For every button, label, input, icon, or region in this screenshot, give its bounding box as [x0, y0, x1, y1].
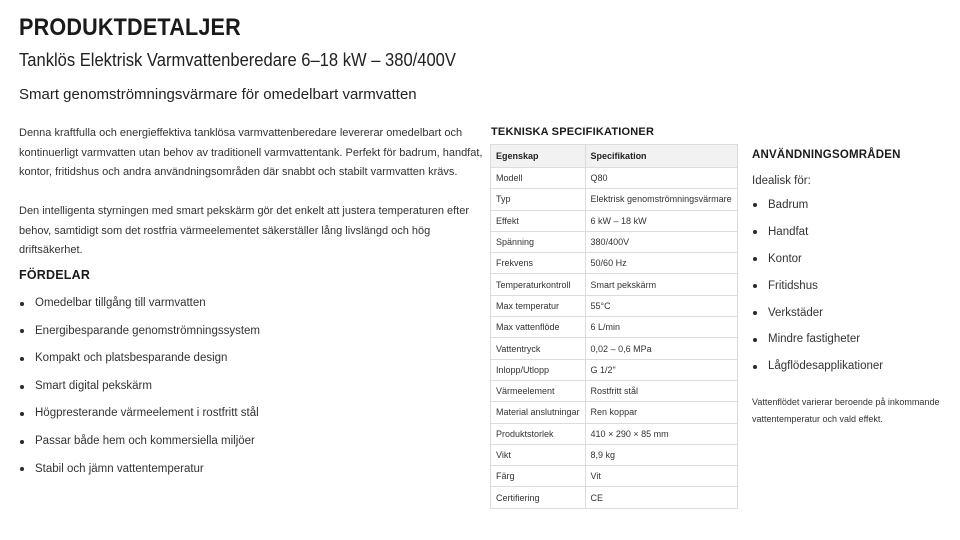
- table-cell: Temperaturkontroll: [491, 274, 586, 295]
- table-row: [491, 168, 738, 189]
- table-cell: 410 × 290 × 85 mm: [585, 423, 737, 444]
- list-item: Stabil och jämn vattentemperatur: [19, 456, 260, 484]
- table-cell: Rostfritt stål: [585, 380, 737, 401]
- column-header: Specifikation: [585, 145, 737, 168]
- usage-heading: ANVÄNDNINGSOMRÅDEN: [752, 149, 901, 161]
- table-cell: Vikt: [491, 444, 586, 465]
- table-row: [491, 295, 738, 316]
- list-item: Kontor: [752, 246, 883, 273]
- benefits-list: [19, 290, 260, 483]
- table-cell: CE: [585, 487, 737, 508]
- list-item: Handfat: [752, 219, 883, 246]
- table-cell: Max vattenflöde: [491, 317, 586, 338]
- table-cell: 6 L/min: [585, 317, 737, 338]
- list-item: Högpresterande värmeelement i rostfritt stål: [19, 400, 260, 428]
- table-cell: Material anslutningar: [491, 402, 586, 423]
- list-item: Energibesparande genomströmningssystem: [19, 318, 260, 346]
- list-item: Mindre fastigheter: [752, 326, 883, 353]
- table-cell: Produktstorlek: [491, 423, 586, 444]
- table-cell: Frekvens: [491, 253, 586, 274]
- table-row: [491, 423, 738, 444]
- table-cell: Modell: [491, 168, 586, 189]
- benefits-heading: FÖRDELAR: [19, 268, 91, 282]
- table-cell: Ren koppar: [585, 402, 737, 423]
- table-row: [491, 402, 738, 423]
- table-cell: Q80: [585, 168, 737, 189]
- table-row: [491, 274, 738, 295]
- description-paragraph: Den intelligenta styrningen med smart pekskärm gör det enkelt att justera temperaturen efter behov, samtidigt som det rostfria värmeelementet säkerställer lång livslängd och hög driftsäkerhet.: [19, 205, 470, 256]
- table-cell: G 1/2": [585, 359, 737, 380]
- table-row: [491, 380, 738, 401]
- table-row: [491, 253, 738, 274]
- list-item: Omedelbar tillgång till varmvatten: [19, 290, 260, 318]
- table-row: [491, 338, 738, 359]
- table-cell: 6 kW – 18 kW: [585, 210, 737, 231]
- table-row: [491, 189, 738, 210]
- specs-heading: TEKNISKA SPECIFIKATIONER: [491, 126, 655, 138]
- table-cell: Effekt: [491, 210, 586, 231]
- list-item: Fritidshus: [752, 273, 883, 300]
- table-header-row: [491, 145, 738, 168]
- tagline: Smart genomströmningsvärmare för omedelbart varmvatten: [19, 86, 417, 103]
- table-cell: 380/400V: [585, 231, 737, 252]
- list-item: Badrum: [752, 192, 883, 219]
- table-cell: 0,02 – 0,6 MPa: [585, 338, 737, 359]
- table-cell: Certifiering: [491, 487, 586, 508]
- table-cell: Smart pekskärm: [585, 274, 737, 295]
- list-item: Lågflödesapplikationer: [752, 353, 883, 380]
- list-item: Passar både hem och kommersiella miljöer: [19, 428, 260, 456]
- table-row: [491, 317, 738, 338]
- table-row: [491, 487, 738, 508]
- table-cell: 50/60 Hz: [585, 253, 737, 274]
- list-item: Verkstäder: [752, 300, 883, 327]
- table-row: [491, 444, 738, 465]
- usage-intro: Idealisk för:: [752, 175, 811, 187]
- table-cell: Typ: [491, 189, 586, 210]
- table-cell: Inlopp/Utlopp: [491, 359, 586, 380]
- table-row: [491, 466, 738, 487]
- table-cell: Vattentryck: [491, 338, 586, 359]
- description-paragraph: Denna kraftfulla och energieffektiva tanklösa varmvattenberedare levererar omedelbart och kontinuerligt varmvatten utan behov av traditionell varmvattentank. Perfekt för badrum, handfat, kontor, fritidshus och andra användningsområden där snabbt och stabilt varmvatten krävs.: [19, 127, 483, 178]
- usage-note: Vattenflödet varierar beroende på inkommande vattentemperatur och vald effekt.: [752, 397, 940, 424]
- table-cell: Färg: [491, 466, 586, 487]
- table-cell: Max temperatur: [491, 295, 586, 316]
- table-cell: 8,9 kg: [585, 444, 737, 465]
- list-item: Smart digital pekskärm: [19, 373, 260, 401]
- spec-table: [490, 144, 738, 509]
- table-cell: Vit: [585, 466, 737, 487]
- table-cell: Spänning: [491, 231, 586, 252]
- usage-list: [752, 192, 883, 380]
- list-item: Kompakt och platsbesparande design: [19, 345, 260, 373]
- table-row: [491, 210, 738, 231]
- column-header: Egenskap: [491, 145, 586, 168]
- table-row: [491, 231, 738, 252]
- table-cell: Elektrisk genomströmningsvärmare: [585, 189, 737, 210]
- table-cell: Värmeelement: [491, 380, 586, 401]
- table-row: [491, 359, 738, 380]
- product-name: Tanklös Elektrisk Varmvattenberedare 6–18 kW – 380/400V: [19, 50, 456, 70]
- page-title: PRODUKTDETALJER: [19, 14, 241, 41]
- table-cell: 55°C: [585, 295, 737, 316]
